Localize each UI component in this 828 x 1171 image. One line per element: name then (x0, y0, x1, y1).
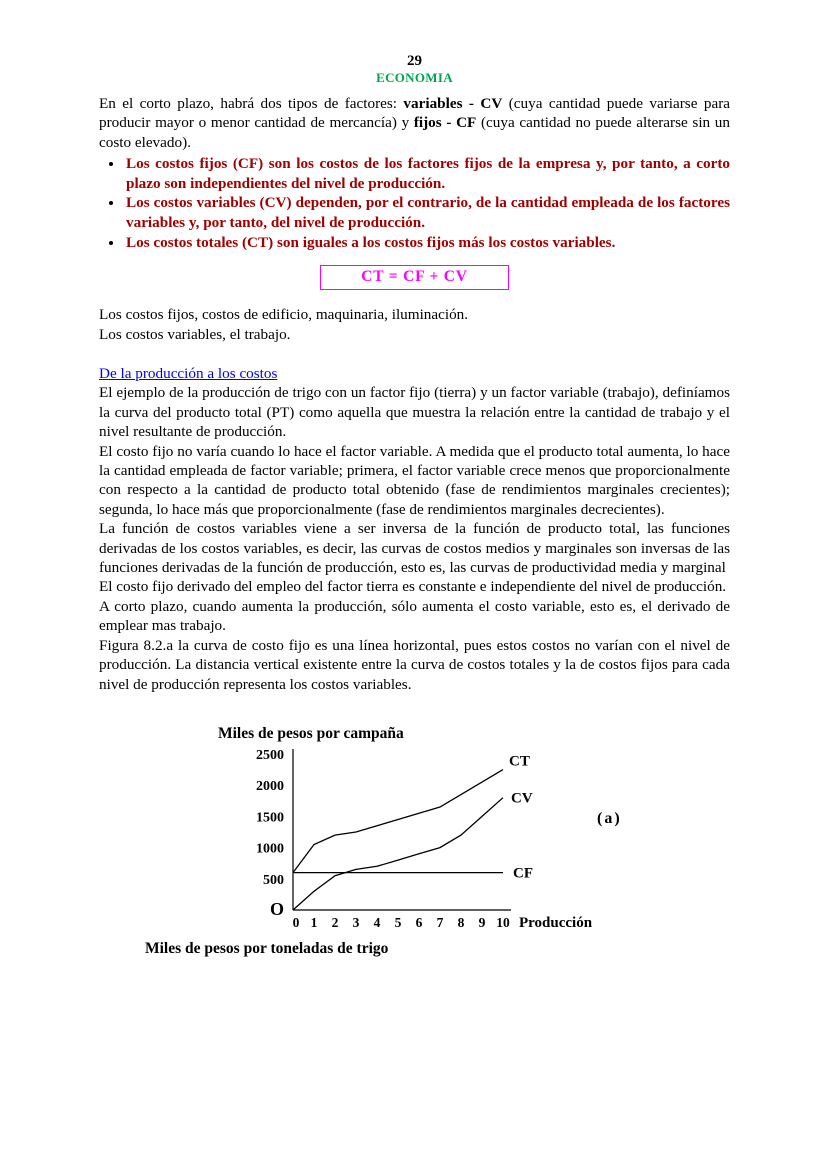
cost-definitions-list (99, 154, 730, 252)
formula-text: CT = CF + CV (361, 268, 468, 286)
costs-example-fijos: Los costos fijos, costos de edificio, maquinaria, iluminación. (99, 306, 469, 324)
svg-text:CV: CV (511, 790, 533, 807)
svg-text:500: 500 (263, 872, 284, 888)
intro-text-3: (cuya cantidad no puede alterarse sin un costo elevado). (99, 114, 730, 151)
section-paragraph: A corto plazo, cuando aumenta la producción, sólo aumenta el costo variable, esto es, el derivado de emplear mas trabajo. (99, 597, 730, 635)
figure-8-2a (145, 724, 765, 958)
course-title: ECONOMIA (376, 70, 453, 85)
svg-text:2500: 2500 (256, 747, 284, 763)
bullet-item-costos-fijos (124, 154, 730, 193)
svg-text:6: 6 (415, 914, 423, 930)
section-paragraph: El costo fijo derivado del empleo del factor tierra es constante e independiente del nivel de producción. (99, 578, 727, 596)
intro-text-2: (cuya cantidad puede variarse para producir mayor o menor cantidad de mercancía) y (99, 95, 731, 132)
panel-label-a: (a) (597, 809, 622, 827)
intro-bold-variables-cv: variables - CV (403, 95, 503, 112)
bullet-text: Los costos variables (CV) dependen, por el contrario, de la cantidad empleada de los factores variables y, por tanto, del nivel de producción. (126, 194, 730, 231)
svg-text:1000: 1000 (256, 841, 284, 857)
svg-text:4: 4 (373, 914, 381, 930)
bullet-text: Los costos fijos (CF) son los costos de los factores fijos de la empresa y, por tanto, a corto plazo son independientes del nivel de producción. (126, 155, 730, 192)
chart-footer-label: Miles de pesos por toneladas de trigo (145, 939, 389, 957)
svg-text:Producción: Producción (519, 914, 593, 931)
svg-text:5: 5 (394, 914, 402, 930)
svg-text:10: 10 (496, 914, 510, 930)
svg-text:CT: CT (509, 753, 530, 770)
page-number: 29 (407, 53, 422, 69)
section-paragraph: Figura 8.2.a la curva de costo fijo es una línea horizontal, pues estos costos no varían con el nivel de producción. La distancia vertical existente entre la curva de costos totales y la de costos fijos para cada nivel de producción representa los costos variables. (99, 636, 730, 693)
section-heading-link: De la producción a los costos (99, 365, 278, 382)
formula-container (99, 265, 730, 290)
section-paragraph: El costo fijo no varía cuando lo hace el factor variable. A medida que el producto total aumenta, lo hace la cantidad empleada de factor variable; primera, el factor variable crece menos que proporcionalmente con respecto a la cantidad de producto total obtenido (fase de rendimientos marginales crecientes); segunda, lo hace más que proporcionalmente (fase de rendimientos marginales decrecientes). (99, 442, 730, 518)
svg-text:8: 8 (457, 914, 465, 930)
intro-bold-fijos-cf: fijos - CF (413, 114, 477, 132)
section-paragraph: La función de costos variables viene a ser inversa de la función de producto total, las funciones derivadas de los costos variables, es decir, las curvas de costos medios y marginales son inversas de las funciones derivadas de la función de producción, esto es, las curvas de productividad media y marginal (99, 520, 730, 577)
svg-text:7: 7 (436, 914, 444, 930)
intro-paragraph (99, 94, 730, 152)
costs-example-variables: Los costos variables, el trabajo. (99, 325, 291, 343)
bullet-item-costos-variables (124, 193, 730, 232)
svg-text:3: 3 (352, 914, 360, 930)
chart-title: Miles de pesos por campaña (218, 724, 404, 742)
cost-curves-chart (235, 744, 615, 940)
formula-box (320, 265, 509, 290)
intro-text-1: En el corto plazo, habrá dos tipos de factores: (99, 95, 404, 112)
svg-text:O: O (269, 898, 284, 919)
svg-text:1: 1 (310, 914, 318, 930)
section-paragraph: El ejemplo de la producción de trigo con un factor fijo (tierra) y un factor variable (trabajo), definíamos la curva del producto total (PT) como aquella que muestra la relación entre la cantidad de trabajo y el nivel resultante de producción. (99, 384, 730, 441)
svg-text:1500: 1500 (256, 810, 284, 826)
svg-text:2: 2 (331, 914, 339, 930)
svg-text:9: 9 (478, 914, 486, 930)
svg-text:CF: CF (513, 865, 533, 882)
bullet-item-costos-totales (124, 233, 730, 253)
svg-text:0: 0 (292, 914, 300, 930)
bullet-text: Los costos totales (CT) son iguales a los costos fijos más los costos variables. (126, 233, 616, 251)
svg-text:2000: 2000 (256, 779, 284, 795)
